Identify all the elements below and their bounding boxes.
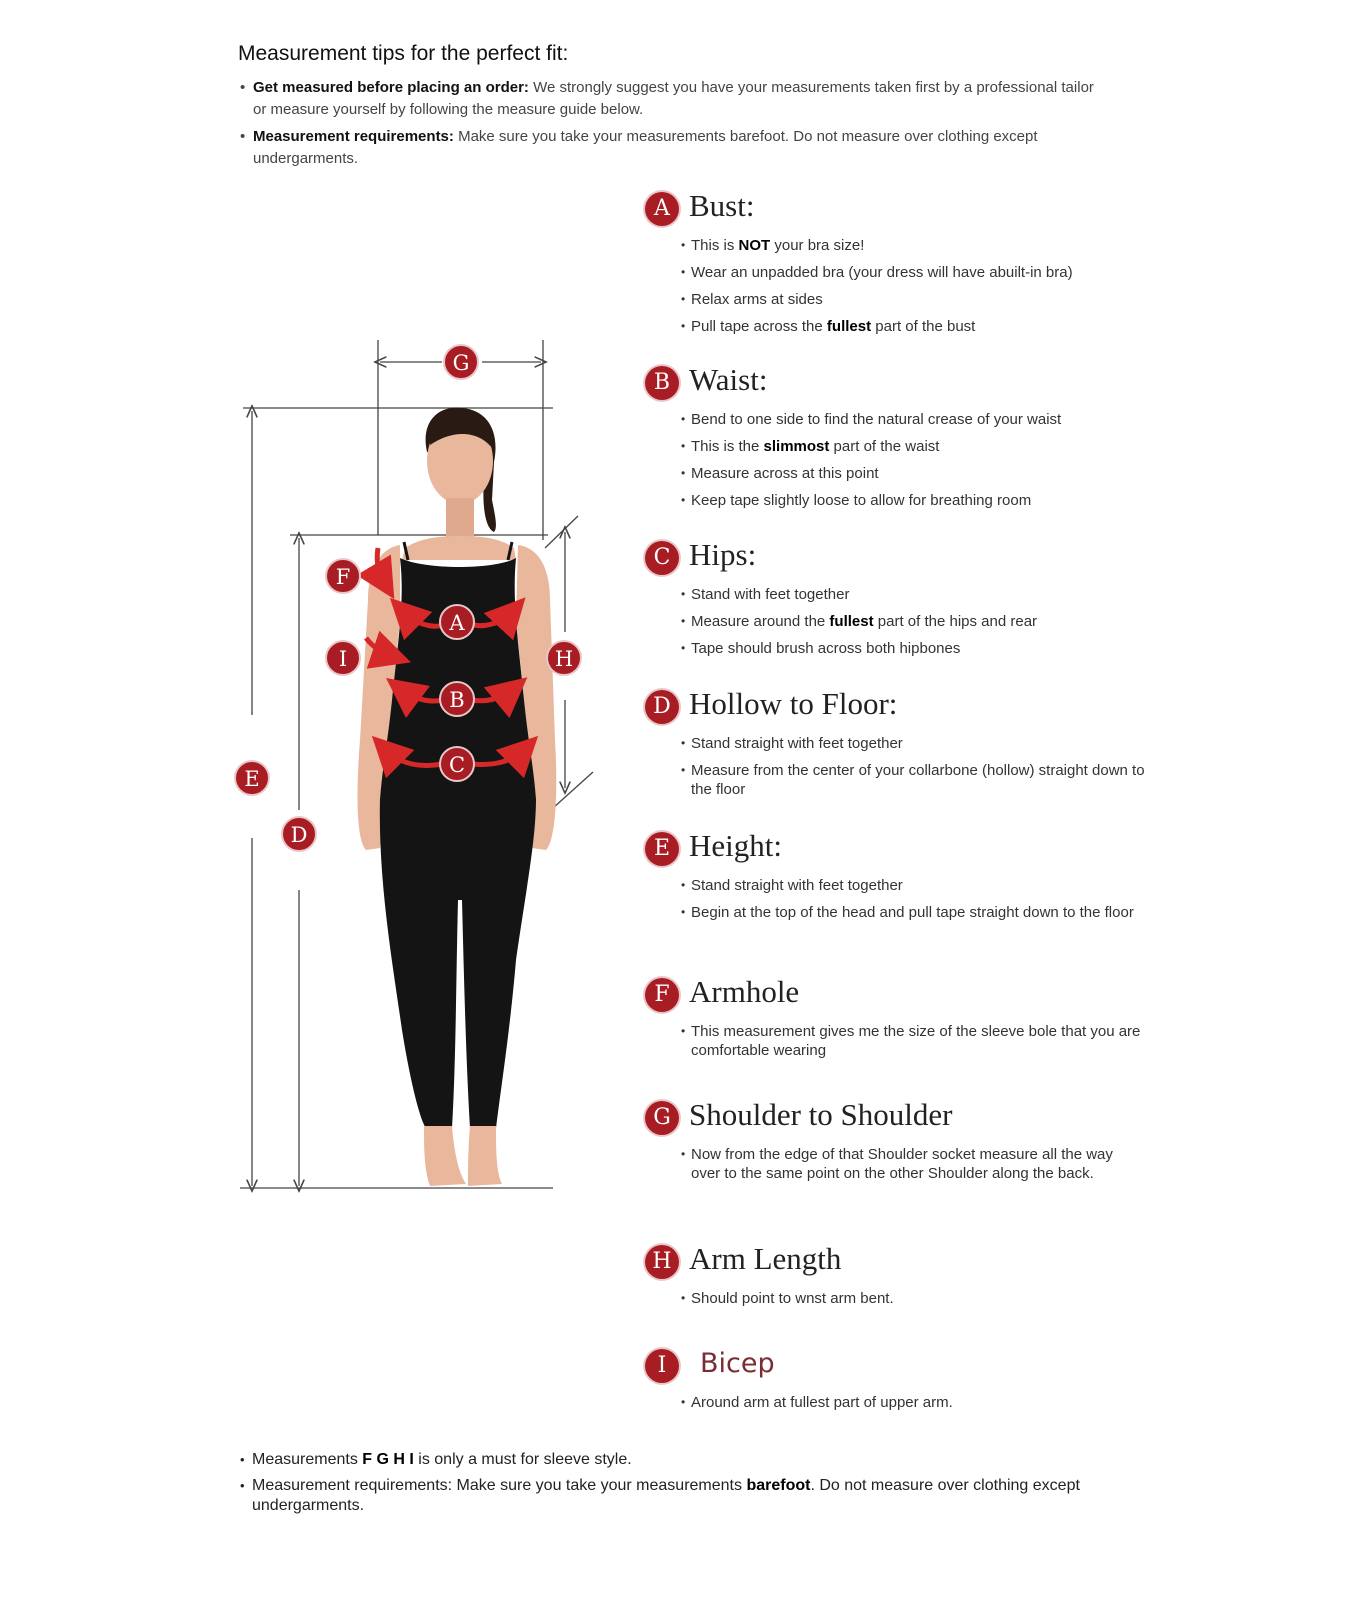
- text-run: Relax arms at sides: [691, 291, 823, 308]
- section-header: [645, 1097, 1145, 1139]
- emphasis-text: fullest: [826, 318, 872, 335]
- text-run: Measurement requirements: Make sure you take your measurements: [252, 1477, 747, 1494]
- section-header: [645, 188, 1145, 230]
- section-header: [645, 537, 1145, 579]
- badge-b: [440, 682, 474, 716]
- footer-note-requirements: • Measurement requirements: Make sure you take your measurements barefoot. Do not measure over clothing except undergarments.: [240, 1476, 1120, 1516]
- badge-f: [326, 559, 360, 593]
- list-item: [681, 903, 1145, 922]
- section-header: [645, 1241, 1145, 1283]
- emphasis-text: F G H I: [362, 1451, 414, 1468]
- list-item: [681, 639, 1145, 658]
- letter-badge: F: [645, 978, 679, 1012]
- emphasis-text: slimmost: [763, 438, 830, 455]
- section-items: [645, 236, 1145, 336]
- emphasis-text: NOT: [738, 237, 771, 254]
- svg-text:D: D: [290, 823, 308, 847]
- text-run: Stand with feet together: [691, 586, 850, 603]
- text-run: part of the bust: [871, 318, 976, 335]
- letter-badge: D: [645, 690, 679, 724]
- section-items: [645, 1022, 1145, 1060]
- list-item: [681, 1393, 1145, 1412]
- measurement-figure: [0, 0, 620, 1250]
- text-run: Stand straight with feet together: [691, 735, 903, 752]
- section-b: [645, 362, 1145, 518]
- list-item: [681, 1289, 1145, 1308]
- tip-lead: Get measured before placing an order:: [253, 79, 529, 96]
- text-run: Measure across at this point: [691, 465, 879, 482]
- section-items: [645, 1289, 1145, 1308]
- text-run: Stand straight with feet together: [691, 877, 903, 894]
- list-item: [681, 464, 1145, 483]
- list-item: [681, 290, 1145, 309]
- svg-text:H: H: [554, 647, 574, 671]
- svg-text:G: G: [452, 351, 470, 375]
- section-header: [645, 828, 1145, 870]
- svg-text:A: A: [449, 611, 465, 635]
- list-item: [681, 585, 1145, 604]
- section-i: [645, 1349, 1145, 1420]
- letter-badge: E: [645, 832, 679, 866]
- text-run: This is: [691, 237, 739, 254]
- letter-badge: I: [645, 1349, 679, 1383]
- tip-text: We strongly suggest you have your measurements taken first by a professional tailor or measure yourself by following the measure guide below.: [253, 79, 1094, 118]
- svg-text:E: E: [244, 767, 260, 791]
- badge-c: [440, 747, 474, 781]
- section-header: [645, 686, 1145, 728]
- badge-d: [282, 817, 316, 851]
- section-title: Height:: [689, 828, 782, 863]
- footer-text: [252, 1450, 1120, 1470]
- section-f: [645, 974, 1145, 1068]
- section-header: [645, 1349, 1145, 1387]
- footer-note-sleeve: • Measurements F G H I is only a must for sleeve style.: [240, 1450, 1120, 1470]
- tip-text: Make sure you take your measurements barefoot. Do not measure over clothing except undergarments.: [253, 128, 1038, 167]
- text-run: Pull tape across the: [691, 318, 827, 335]
- list-item: [681, 491, 1145, 510]
- letter-badge: G: [645, 1101, 679, 1135]
- list-item: [681, 876, 1145, 895]
- section-title: Shoulder to Shoulder: [689, 1097, 953, 1132]
- text-run: Tape should brush across both hipbones: [691, 640, 961, 657]
- list-item: [681, 734, 1145, 753]
- section-items: [645, 876, 1145, 922]
- list-item: [681, 317, 1145, 336]
- section-items: [645, 1145, 1145, 1183]
- section-title: Bust:: [689, 188, 755, 223]
- section-title: Waist:: [689, 362, 768, 397]
- text-run: Measure around the: [691, 613, 830, 630]
- text-run: Bend to one side to find the natural crease of your waist: [691, 411, 1062, 428]
- section-title: Arm Length: [689, 1241, 842, 1276]
- section-d: [645, 686, 1145, 807]
- list-item: [681, 761, 1145, 799]
- badge-i: [326, 641, 360, 675]
- section-header: [645, 362, 1145, 404]
- section-title: Bicep: [700, 1348, 775, 1379]
- section-items: [645, 734, 1145, 799]
- letter-badge: H: [645, 1245, 679, 1279]
- svg-text:B: B: [449, 688, 465, 712]
- list-item: [681, 263, 1145, 282]
- section-title: Armhole: [689, 974, 800, 1009]
- section-g: [645, 1097, 1145, 1191]
- svg-text:C: C: [448, 753, 466, 777]
- tips-title: Measurement tips for the perfect fit:: [238, 42, 569, 65]
- text-run: Now from the edge of that Shoulder socket measure all the way over to the same point on the other Shoulder along the back.: [691, 1146, 1113, 1182]
- list-item: [681, 612, 1145, 631]
- emphasis-text: fullest: [829, 613, 874, 630]
- section-h: [645, 1241, 1145, 1316]
- section-e: [645, 828, 1145, 930]
- badge-h: [547, 641, 581, 675]
- model-silhouette: [358, 408, 557, 1186]
- text-run: Should point to wnst arm bent.: [691, 1290, 894, 1307]
- section-items: [645, 410, 1145, 510]
- emphasis-text: barefoot: [746, 1477, 811, 1494]
- text-run: This is the: [691, 438, 764, 455]
- text-run: Keep tape slightly loose to allow for breathing room: [691, 492, 1032, 509]
- letter-badge: B: [645, 366, 679, 400]
- badge-g: [444, 345, 478, 379]
- footer-text: [252, 1476, 1120, 1516]
- section-title: Hollow to Floor:: [689, 686, 898, 721]
- list-item: [681, 236, 1145, 255]
- section-items: [645, 585, 1145, 658]
- section-c: [645, 537, 1145, 666]
- letter-badge: A: [645, 192, 679, 226]
- section-a: [645, 188, 1145, 344]
- tip-requirements: • Measurement requirements: Make sure you take your measurements barefoot. Do not measure over clothing except undergarments.: [240, 128, 1038, 167]
- text-run: Measure from the center of your collarbone (hollow) straight down to the floor: [691, 762, 1145, 798]
- text-run: part of the waist: [829, 438, 940, 455]
- text-run: Begin at the top of the head and pull tape straight down to the floor: [691, 904, 1134, 921]
- section-items: [645, 1393, 1145, 1412]
- text-run: This measurement gives me the size of the sleeve bole that you are comfortable wearing: [691, 1023, 1141, 1059]
- list-item: [681, 410, 1145, 429]
- letter-badge: C: [645, 541, 679, 575]
- text-run: is only a must for sleeve style.: [413, 1451, 632, 1468]
- svg-text:I: I: [338, 647, 348, 671]
- badge-a: [440, 605, 474, 639]
- text-run: part of the hips and rear: [873, 613, 1038, 630]
- text-run: Wear an unpadded bra (your dress will have abuilt-in bra): [691, 264, 1073, 281]
- text-run: Measurements: [252, 1451, 363, 1468]
- section-title: Hips:: [689, 537, 757, 572]
- text-run: . Do not measure over clothing except undergarments.: [252, 1477, 1080, 1514]
- text-run: Around arm at fullest part of upper arm.: [691, 1394, 953, 1411]
- list-item: [681, 437, 1145, 456]
- badge-e: [235, 761, 269, 795]
- tip-lead: Measurement requirements:: [253, 128, 454, 145]
- text-run: your bra size!: [770, 237, 865, 254]
- list-item: [681, 1022, 1145, 1060]
- svg-text:F: F: [335, 565, 351, 589]
- section-header: [645, 974, 1145, 1016]
- list-item: [681, 1145, 1145, 1183]
- tip-measured: • Get measured before placing an order: We strongly suggest you have your measurements taken first by a professional tailor or measure yourself by following the measure guide below.: [240, 79, 1094, 118]
